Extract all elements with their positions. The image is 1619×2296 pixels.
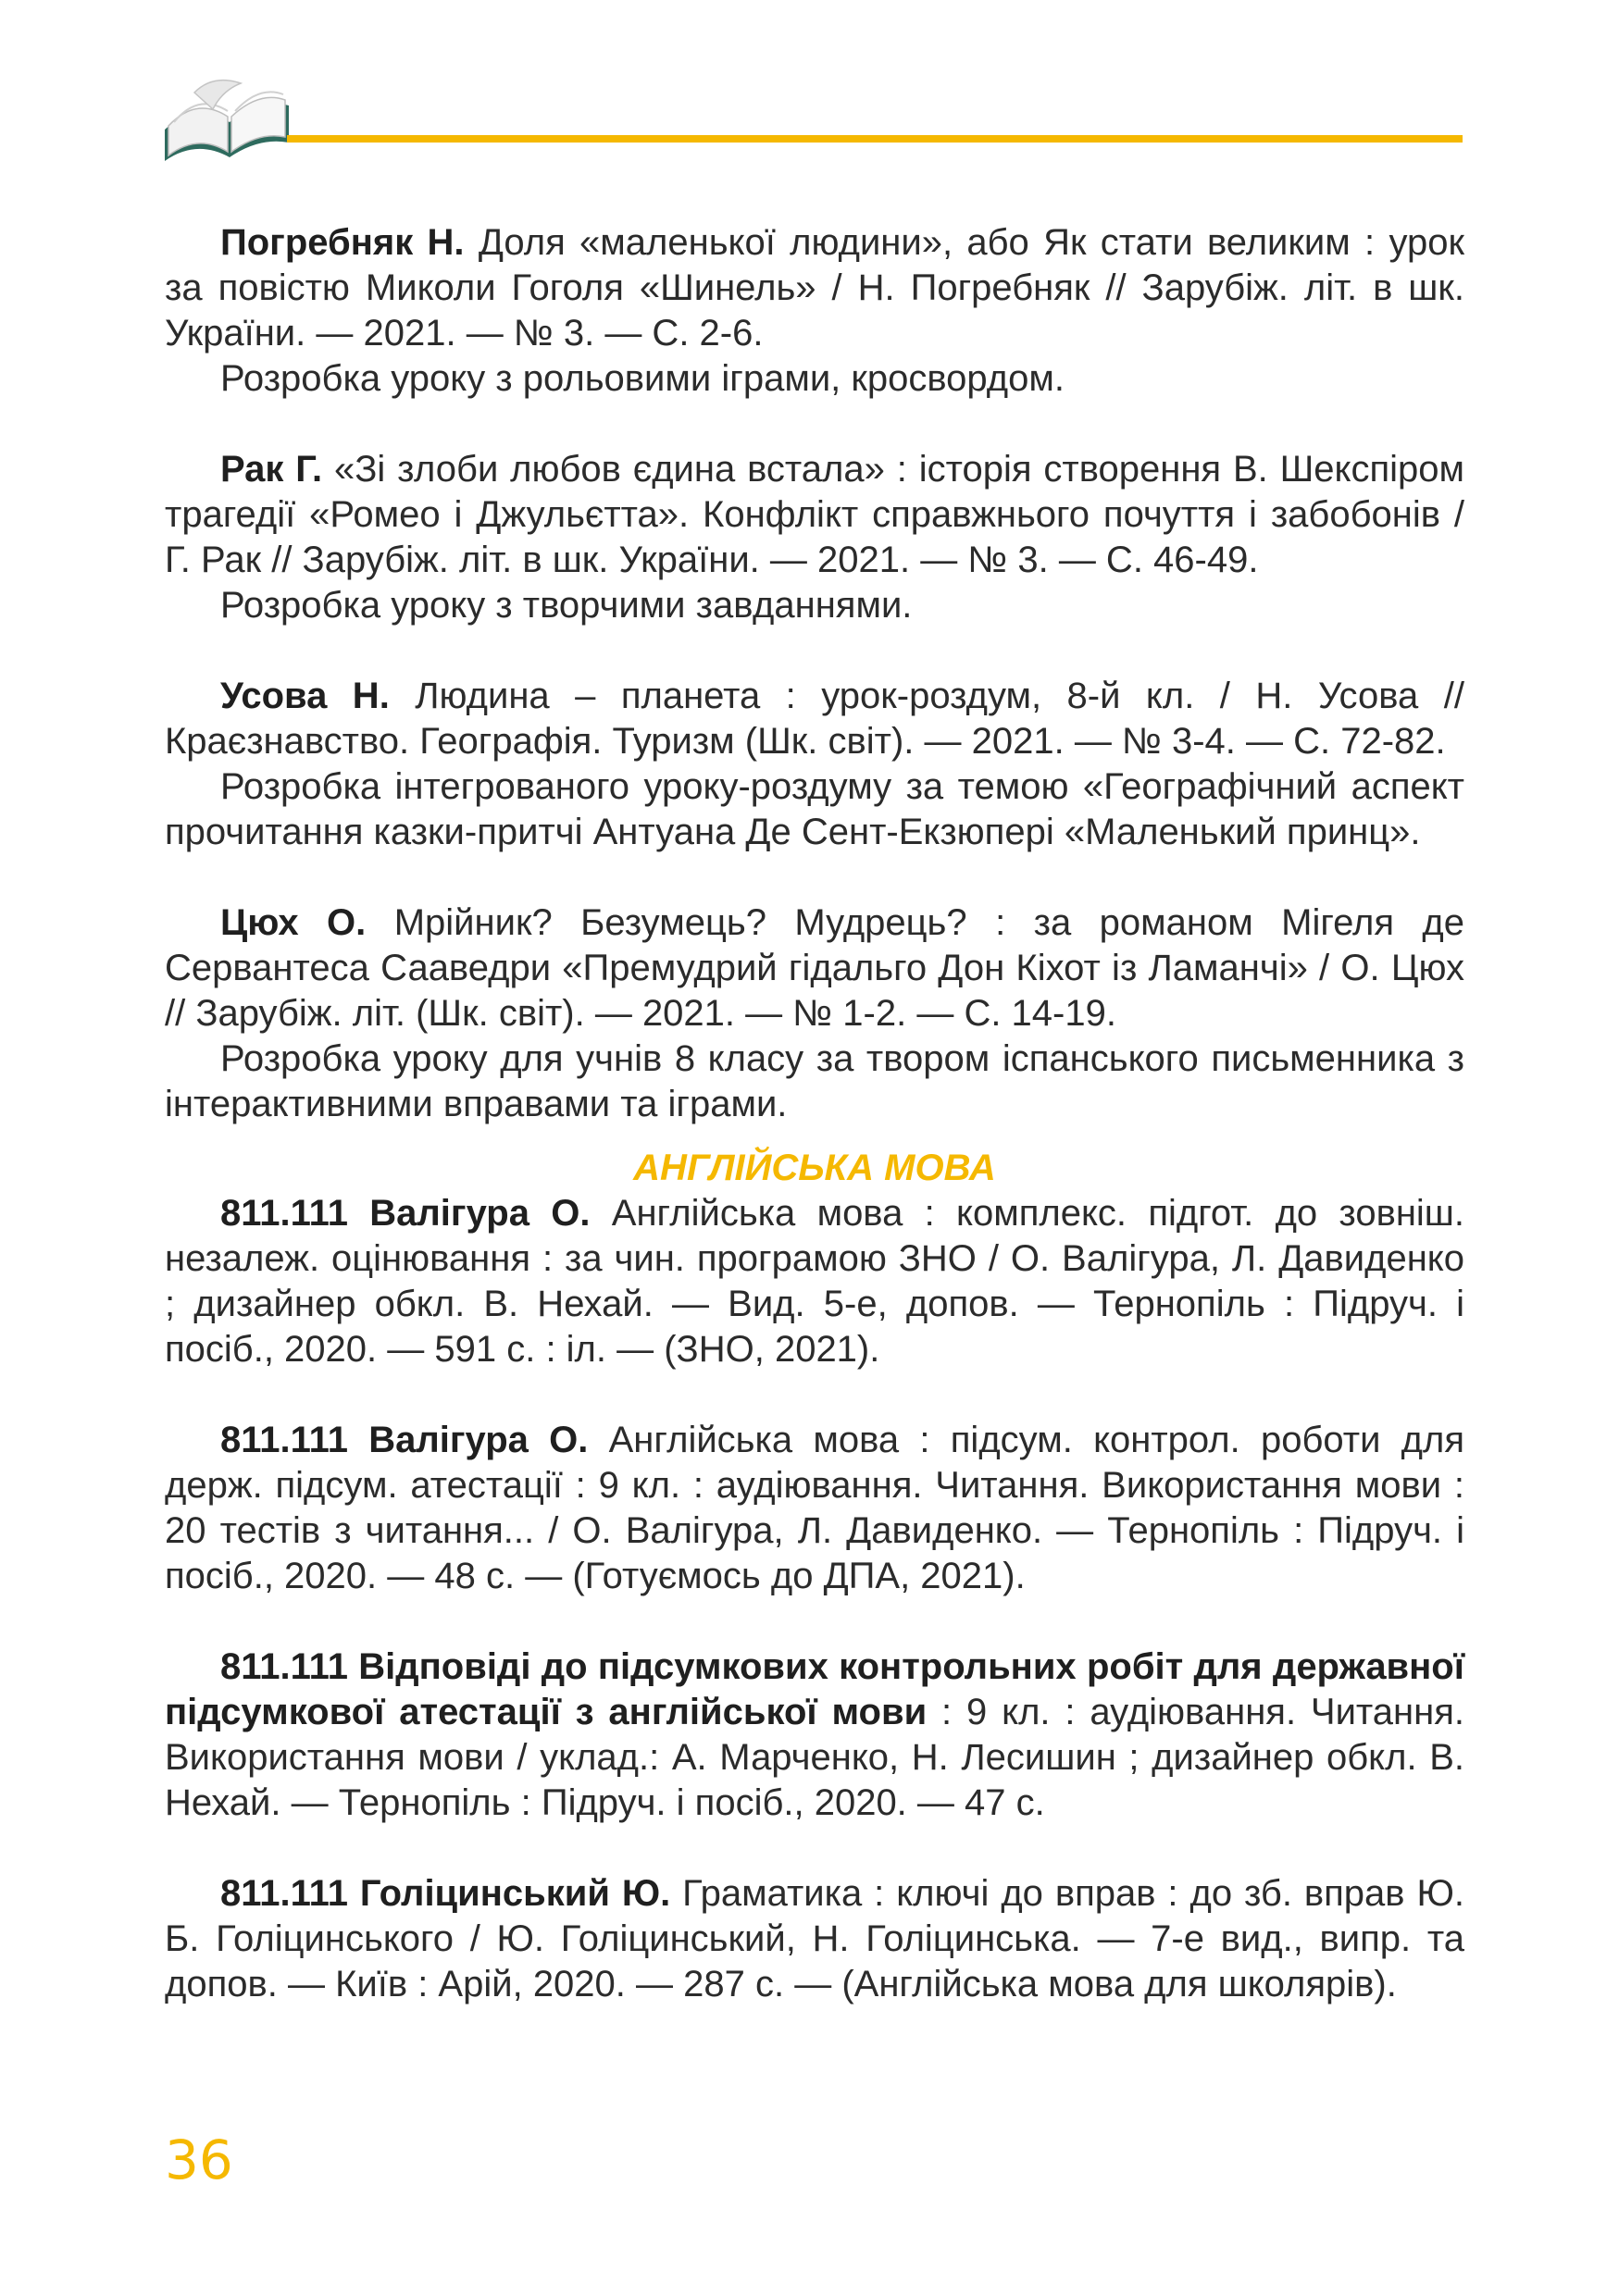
entry-author: Рак Г. xyxy=(220,449,323,490)
open-book-icon xyxy=(157,65,296,167)
entry-author: 811.111 Голіцинський Ю. xyxy=(220,1873,671,1914)
page-number: 36 xyxy=(165,2128,233,2191)
bibliography-entry xyxy=(165,220,1464,402)
section-heading: АНГЛІЙСЬКА МОВА xyxy=(633,1148,996,1188)
bibliography-entry xyxy=(165,674,1464,855)
bibliography-entry xyxy=(165,1644,1464,1826)
bibliography-entry xyxy=(165,900,1464,1127)
entry-text: Англійська мова : підсум. контрол. роботи для держ. підсум. атестації : 9 кл. : аудіювання. Читання. Використання мови : 20 тестів з читання... / О. Валігура, Л. Давиденко. — Тернопіль : Підруч. і посіб., 2020. — 48 с. — (Готуємось до ДПА, 2021). xyxy=(165,1420,1464,1596)
entry-text: : 9 кл. : аудіювання. Читання. Використання мови / уклад.: А. Марченко, Н. Лесишин ; дизайнер обкл. В. Нехай. — Тернопіль : Підруч. і посіб., 2020. — 47 с. xyxy=(165,1692,1464,1823)
entry-text: Мрійник? Безумець? Мудрець? : за романом Мігеля де Сервантеса Сааведри «Премудрий гідальго Дон Кіхот із Ламанчі» / О. Цюх // Зарубіж. літ. (Шк. світ). — 2021. — № 1-2. — С. 14-19. xyxy=(165,902,1465,1034)
entry-author: 811.111 Валігура О. xyxy=(220,1193,591,1234)
entry-note: Розробка уроку з творчими завданнями. xyxy=(220,585,913,626)
entry-note: Розробка уроку з рольовими іграми, кросвордом. xyxy=(220,358,1065,399)
bibliography-entry xyxy=(165,1871,1464,2007)
entry-author: 811.111 Відповіді до підсумкових контрольних робіт для державної підсумкової атестації з англійської мови xyxy=(165,1646,1464,1732)
entry-text: Граматика : ключі до вправ : до зб. вправ Ю. Б. Голіцинського / Ю. Голіцинський, Н. Голіцинська. — 7-е вид., випр. та допов. — Київ : Арій, 2020. — 287 с. — (Англійська мова для школярів). xyxy=(165,1873,1464,2004)
bibliography-entry xyxy=(165,1418,1464,1599)
bibliography-entry xyxy=(165,1191,1464,1372)
entry-text: «Зі злоби любов єдина встала» : історія створення В. Шекспіром трагедії «Ромео і Джульєтта». Конфлікт справжнього почуття і забобонів / Г. Рак // Зарубіж. літ. в шк. України. — 2021. — № 3. — С. 46-49. xyxy=(165,449,1465,580)
entry-text: Людина – планета : урок-роздум, 8-й кл. / Н. Усова // Краєзнавство. Географія. Туризм (Шк. світ). — 2021. — № 3-4. — С. 72-82. xyxy=(165,676,1464,762)
bibliography-content xyxy=(165,220,1464,2053)
entry-author: Усова Н. xyxy=(220,676,390,716)
header-rule xyxy=(287,135,1463,143)
entry-note: Розробка інтегрованого уроку-роздуму за темою «Географічний аспект прочитання казки-притчі Антуана Де Сент-Екзюпері «Маленький принц». xyxy=(165,766,1464,852)
page-header xyxy=(0,0,1619,185)
entry-text: Доля «маленької людини», або Як стати великим : урок за повістю Миколи Гоголя «Шинель» / Н. Погребняк // Зарубіж. літ. в шк. України. — 2021. — № 3. — С. 2-6. xyxy=(165,222,1464,354)
entry-author: Цюх О. xyxy=(220,902,367,943)
entry-author: Погребняк Н. xyxy=(220,222,465,263)
bibliography-entry xyxy=(165,447,1464,628)
entry-note: Розробка уроку для учнів 8 класу за твором іспанського письменника з інтерактивними вправами та іграми. xyxy=(165,1038,1464,1124)
entry-text: Англійська мова : комплекс. підгот. до зовніш. незалеж. оцінювання : за чин. програмою ЗНО / О. Валігура, Л. Давиденко ; дизайнер обкл. В. Нехай. — Вид. 5-е, допов. — Тернопіль : Підруч. і посіб., 2020. — 591 с. : іл. — (ЗНО, 2021). xyxy=(165,1193,1464,1370)
entry-author: 811.111 Валігура О. xyxy=(220,1420,589,1460)
